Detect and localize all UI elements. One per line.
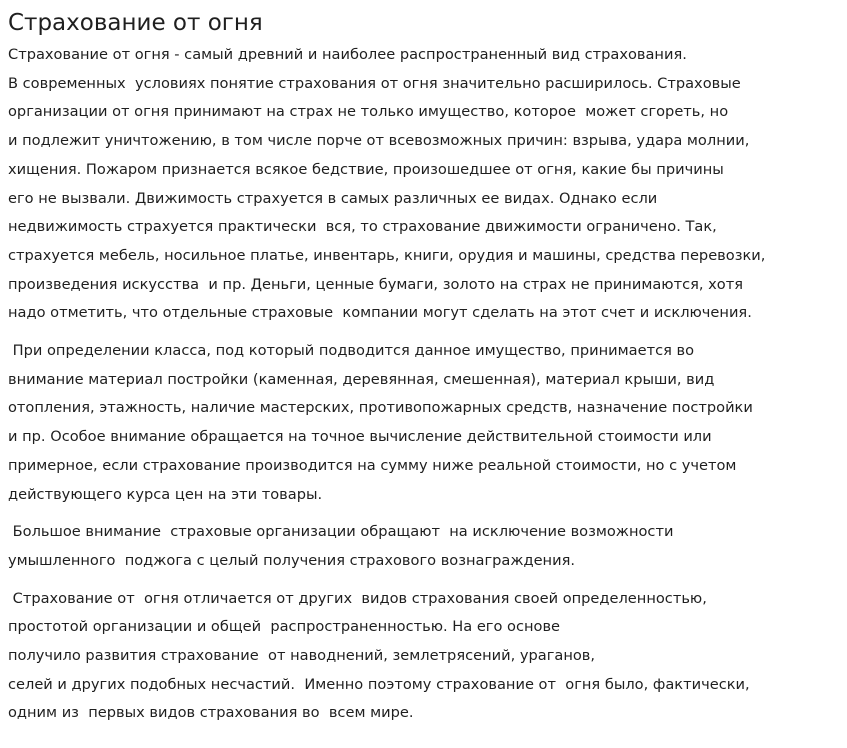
paragraph [8,585,843,729]
document-body [8,41,843,728]
text-line: примерное, если страхование производится на сумму ниже реальной стоимости, но с учетом [8,456,737,474]
paragraph [8,337,843,509]
text-line: одним из первых видов страхования во всем мире. [8,704,414,722]
text-line: При определении класса, под который подводится данное имущество, принимается во [8,342,695,360]
page-title: Страхование от огня [8,10,263,36]
text-line: Большое внимание страховые организации обращают на исключение возможности [8,523,674,541]
text-line: селей и других подобных несчастий. Именно поэтому страхование от огня было, фактически, [8,675,750,693]
text-line: произведения искусства и пр. Деньги, ценные бумаги, золото на страх не принимаются, хотя [8,275,743,293]
text-line: недвижимость страхуется практически вся, то страхование движимости ограничено. Так, [8,218,717,236]
text-line: страхуется мебель, носильное платье, инвентарь, книги, орудия и машины, средства перевозки, [8,246,766,264]
text-line: действующего курса цен на эти товары. [8,485,323,503]
text-line: В современных условиях понятие страхования от огня значительно расширилось. Страховые [8,74,741,92]
text-line: его не вызвали. Движимость страхуется в самых различных ее видах. Однако если [8,189,658,207]
text-line: простотой организации и общей распространенностью. На его основе [8,618,561,636]
text-line: хищения. Пожаром признается всякое бедствие, произошедшее от огня, какие бы причины [8,160,724,178]
text-line: организации от огня принимают на страх не только имущество, которое может сгореть, но [8,103,729,121]
text-line: внимание материал постройки (каменная, деревянная, смешенная), материал крыши, вид [8,370,715,388]
paragraph [8,41,843,328]
document-page [8,6,843,728]
text-line: и подлежит уничтожению, в том числе порче от всевозможных причин: взрыва, удара молнии, [8,132,750,150]
paragraph [8,518,843,575]
text-line: надо отметить, что отдельные страховые компании могут сделать на этот счет и исключения. [8,304,752,322]
text-line: отопления, этажность, наличие мастерских, противопожарных средств, назначение постройки [8,399,753,417]
text-line: умышленного поджога с целый получения страхового вознаграждения. [8,551,575,569]
text-line: Страхование от огня - самый древний и наиболее распространенный вид страхования. [8,46,687,63]
text-line: и пр. Особое внимание обращается на точное вычисление действительной стоимости или [8,428,712,446]
text-line: Страхование от огня отличается от других видов страхования своей определенностью, [8,589,707,607]
text-line: получило развития страхование от наводнений, землетрясений, ураганов, [8,647,596,665]
